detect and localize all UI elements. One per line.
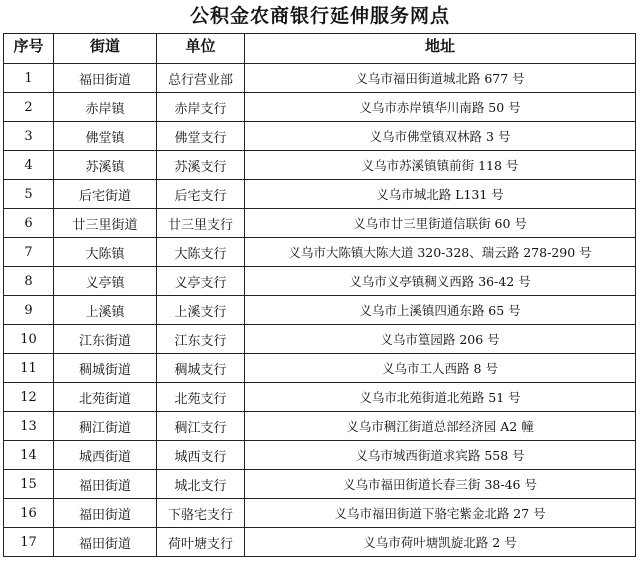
cell-street: 苏溪镇 <box>54 151 157 180</box>
document-title: 公积金农商银行延伸服务网点 <box>189 5 450 27</box>
cell-street: 上溪镇 <box>54 296 157 325</box>
cell-unit: 江东支行 <box>157 325 245 354</box>
cell-unit: 苏溪支行 <box>157 151 245 180</box>
cell-street: 江东街道 <box>54 325 157 354</box>
table-row <box>4 180 636 209</box>
cell-unit: 北苑支行 <box>157 383 245 412</box>
cell-serial-number: 9 <box>4 296 54 325</box>
cell-street: 义亭镇 <box>54 267 157 296</box>
cell-serial-number: 14 <box>4 441 54 470</box>
cell-serial-number: 7 <box>4 238 54 267</box>
cell-address: 义乌市篁园路 206 号 <box>245 325 636 354</box>
table-row <box>4 528 636 557</box>
header-address: 地址 <box>245 34 636 64</box>
cell-address: 义乌市城西街道求宾路 558 号 <box>245 441 636 470</box>
cell-address: 义乌市赤岸镇华川南路 50 号 <box>245 93 636 122</box>
cell-serial-number: 4 <box>4 151 54 180</box>
table-body <box>4 64 636 557</box>
cell-street: 福田街道 <box>54 470 157 499</box>
cell-street: 廿三里街道 <box>54 209 157 238</box>
cell-address: 义乌市上溪镇四通东路 65 号 <box>245 296 636 325</box>
cell-street: 佛堂镇 <box>54 122 157 151</box>
table-row <box>4 122 636 151</box>
cell-street: 赤岸镇 <box>54 93 157 122</box>
cell-serial-number: 11 <box>4 354 54 383</box>
cell-serial-number: 1 <box>4 64 54 93</box>
cell-address: 义乌市义亭镇稠义西路 36-42 号 <box>245 267 636 296</box>
cell-address: 义乌市佛堂镇双林路 3 号 <box>245 122 636 151</box>
table-row <box>4 93 636 122</box>
cell-unit: 后宅支行 <box>157 180 245 209</box>
cell-serial-number: 8 <box>4 267 54 296</box>
cell-street: 大陈镇 <box>54 238 157 267</box>
cell-serial-number: 10 <box>4 325 54 354</box>
cell-unit: 佛堂支行 <box>157 122 245 151</box>
cell-unit: 稠城支行 <box>157 354 245 383</box>
header-serial-number: 序号 <box>4 34 54 64</box>
header-street: 街道 <box>54 34 157 64</box>
cell-address: 义乌市大陈镇大陈大道 320-328、瑞云路 278-290 号 <box>245 238 636 267</box>
cell-unit: 城北支行 <box>157 470 245 499</box>
cell-street: 福田街道 <box>54 64 157 93</box>
cell-serial-number: 16 <box>4 499 54 528</box>
cell-street: 稠城街道 <box>54 354 157 383</box>
cell-unit: 城西支行 <box>157 441 245 470</box>
cell-unit: 廿三里支行 <box>157 209 245 238</box>
table-row <box>4 470 636 499</box>
cell-address: 义乌市福田街道城北路 677 号 <box>245 64 636 93</box>
cell-unit: 下骆宅支行 <box>157 499 245 528</box>
cell-serial-number: 15 <box>4 470 54 499</box>
table-row <box>4 412 636 441</box>
cell-address: 义乌市稠江街道总部经济园 A2 幢 <box>245 412 636 441</box>
cell-serial-number: 13 <box>4 412 54 441</box>
cell-unit: 大陈支行 <box>157 238 245 267</box>
table-header-row <box>4 34 636 64</box>
cell-address: 义乌市工人西路 8 号 <box>245 354 636 383</box>
cell-serial-number: 2 <box>4 93 54 122</box>
cell-serial-number: 6 <box>4 209 54 238</box>
cell-unit: 义亭支行 <box>157 267 245 296</box>
cell-address: 义乌市荷叶塘凯旋北路 2 号 <box>245 528 636 557</box>
cell-address: 义乌市福田街道下骆宅紫金北路 27 号 <box>245 499 636 528</box>
cell-serial-number: 17 <box>4 528 54 557</box>
cell-unit: 赤岸支行 <box>157 93 245 122</box>
table-row <box>4 499 636 528</box>
cell-street: 稠江街道 <box>54 412 157 441</box>
table-row <box>4 238 636 267</box>
cell-street: 后宅街道 <box>54 180 157 209</box>
cell-street: 城西街道 <box>54 441 157 470</box>
cell-unit: 荷叶塘支行 <box>157 528 245 557</box>
cell-serial-number: 5 <box>4 180 54 209</box>
cell-street: 福田街道 <box>54 499 157 528</box>
cell-address: 义乌市廿三里街道信联街 60 号 <box>245 209 636 238</box>
table-row <box>4 354 636 383</box>
cell-serial-number: 3 <box>4 122 54 151</box>
table-row <box>4 64 636 93</box>
table-row <box>4 296 636 325</box>
table-row <box>4 267 636 296</box>
table-row <box>4 383 636 412</box>
cell-address: 义乌市福田街道长春三街 38-46 号 <box>245 470 636 499</box>
table-row <box>4 441 636 470</box>
cell-address: 义乌市苏溪镇镇前街 118 号 <box>245 151 636 180</box>
cell-address: 义乌市北苑街道北苑路 51 号 <box>245 383 636 412</box>
table-row <box>4 325 636 354</box>
cell-serial-number: 12 <box>4 383 54 412</box>
table-row <box>4 209 636 238</box>
cell-address: 义乌市城北路 L131 号 <box>245 180 636 209</box>
table-row <box>4 151 636 180</box>
cell-street: 福田街道 <box>54 528 157 557</box>
cell-unit: 稠江支行 <box>157 412 245 441</box>
header-unit: 单位 <box>157 34 245 64</box>
cell-unit: 上溪支行 <box>157 296 245 325</box>
cell-unit: 总行营业部 <box>157 64 245 93</box>
cell-street: 北苑街道 <box>54 383 157 412</box>
branch-table <box>3 33 636 557</box>
